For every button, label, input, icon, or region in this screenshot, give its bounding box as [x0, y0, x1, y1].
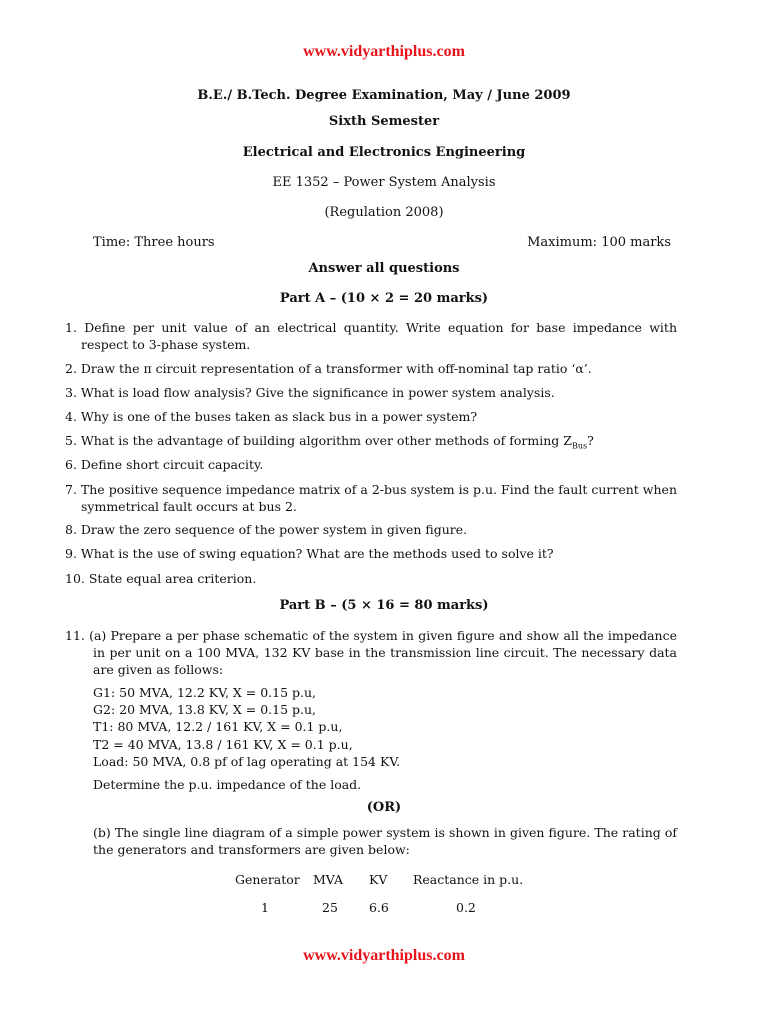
question-5-end: ?: [587, 433, 594, 448]
course-title: EE 1352 – Power System Analysis: [272, 175, 496, 190]
table-header-kv: KV: [369, 872, 388, 887]
table-cell-kv: 6.6: [369, 900, 389, 915]
table-cell-reactance: 0.2: [456, 900, 476, 915]
table-header-mva: MVA: [313, 872, 344, 887]
question-2: 2. Draw the π circuit representation of a transformer with off-nominal tap ratio ‘α’.: [65, 361, 592, 376]
question-9: 9. What is the use of swing equation? What are the methods used to solve it?: [65, 546, 554, 561]
data-g1: G1: 50 MVA, 12.2 KV, X = 0.15 p.u,: [93, 685, 317, 700]
question-4: 4. Why is one of the buses taken as slack bus in a power system?: [65, 409, 478, 424]
question-8: 8. Draw the zero sequence of the power system in given figure.: [65, 522, 468, 537]
data-t1: T1: 80 MVA, 12.2 / 161 KV, X = 0.1 p.u,: [93, 719, 343, 735]
question-6: 6. Define short circuit capacity.: [65, 457, 264, 472]
or-separator: (OR): [366, 800, 402, 815]
site-header-link[interactable]: www.vidyarthiplus.com: [303, 43, 465, 60]
question-5: [65, 432, 677, 455]
question-3: 3. What is load flow analysis? Give the significance in power system analysis.: [65, 385, 555, 400]
data-load: Load: 50 MVA, 0.8 pf of lag operating at 154 KV.: [93, 753, 401, 769]
question-11b: (b) The single line diagram of a simple power system is shown in given figure. The rating of the generators and transformers are given below:: [93, 825, 677, 857]
semester: Sixth Semester: [328, 114, 440, 129]
time-label: Time: Three hours: [93, 235, 215, 250]
data-t2: T2 = 40 MVA, 13.8 / 161 KV, X = 0.1 p.u,: [93, 736, 353, 752]
question-5-subscript: Bus: [571, 441, 588, 451]
question-1: 1. Define per unit value of an electrical quantity. Write equation for base impedance with respect to 3-phase system.: [65, 320, 677, 352]
exam-title: B.E./ B.Tech. Degree Examination, May / June 2009: [197, 88, 571, 103]
question-7: 7. The positive sequence impedance matrix of a 2-bus system is p.u. Find the fault current when symmetrical fault occurs at bus 2.: [65, 482, 677, 514]
site-footer-link[interactable]: www.vidyarthiplus.com: [303, 947, 465, 964]
question-5-text: 5. What is the advantage of building algorithm over other methods of forming Z: [65, 433, 572, 448]
table-header-reactance: Reactance in p.u.: [413, 872, 524, 887]
question-10: 10. State equal area criterion.: [65, 571, 257, 586]
table-cell-generator: 1: [261, 900, 269, 915]
max-marks-label: Maximum: 100 marks: [527, 235, 671, 250]
data-g2: G2: 20 MVA, 13.8 KV, X = 0.15 p.u,: [93, 702, 317, 718]
instruction: Answer all questions: [308, 261, 460, 276]
department: Electrical and Electronics Engineering: [242, 145, 526, 160]
table-header-generator: Generator: [235, 872, 300, 887]
determine-text: Determine the p.u. impedance of the load.: [93, 777, 362, 792]
data-list: [93, 684, 400, 770]
table-cell-mva: 25: [322, 900, 338, 915]
part-b-title: Part B – (5 × 16 = 80 marks): [279, 598, 489, 613]
part-a-title: Part A – (10 × 2 = 20 marks): [279, 291, 489, 306]
regulation: (Regulation 2008): [324, 205, 444, 220]
question-11a: 11. (a) Prepare a per phase schematic of the system in given figure and show all the impedance in per unit on a 100 MVA, 132 KV base in the transmission line circuit. The necessary data are given as follows:: [65, 628, 677, 677]
